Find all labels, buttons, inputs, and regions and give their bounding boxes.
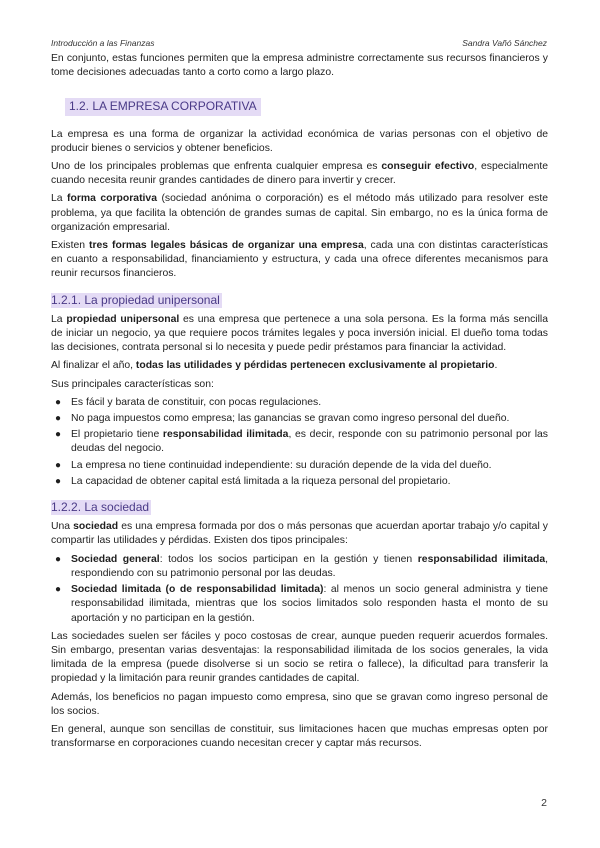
bullet-icon: ●: [55, 459, 62, 471]
list-item: ● La empresa no tiene continuidad independiente: su duración depende de la vida del dueño.: [71, 459, 548, 473]
section-heading-1-2: 1.2. LA EMPRESA CORPORATIVA: [65, 98, 261, 115]
characteristics-list: [51, 396, 548, 489]
list-item: ● La capacidad de obtener capital está limitada a la riqueza personal del propietario.: [71, 475, 548, 489]
bullet-icon: ●: [55, 584, 62, 596]
paragraph: Existen tres formas legales básicas de organizar una empresa, cada una con distintas características en cuanto a responsabilidad, financiamiento y estructura, y cada una ofrece diferentes mecanismos para reunir recursos financieros.: [51, 240, 548, 280]
paragraph: La forma corporativa (sociedad anónima o corporación) es el método más utilizado para resolver este problema, ya que facilita la obtención de grandes sumas de capital. Sin embargo, no es la única forma de organización empresarial.: [51, 193, 548, 233]
paragraph: Además, los beneficios no pagan impuesto como empresa, sino que se gravan como ingreso personal de los socios.: [51, 691, 548, 717]
subsection-heading-1-2-2: 1.2.2. La sociedad: [51, 500, 150, 515]
bullet-icon: ●: [55, 396, 62, 408]
bullet-icon: ●: [55, 475, 62, 487]
page-number: 2: [541, 797, 547, 809]
subsection-heading-1-2-1: 1.2.1. La propiedad unipersonal: [51, 292, 220, 307]
bullet-icon: ●: [55, 413, 62, 425]
paragraph: Una sociedad es una empresa formada por dos o más personas que acuerdan aportar trabajo y/o capital y compartir las utilidades y pérdidas. Existen dos tipos principales:: [51, 521, 548, 547]
list-item: ● Sociedad general: todos los socios participan en la gestión y tienen responsabilidad ilimitada, respondiendo con su patrimonio personal por las deudas.: [55, 553, 549, 579]
paragraph: La propiedad unipersonal es una empresa que pertenece a una sola persona. Es la forma más sencilla de iniciar un negocio, ya que requiere pocos trámites legales y poca inversión inicial. El dueño toma todas las decisiones, contrata personal si lo necesita y puede pedir préstamos para financiar la actividad.: [51, 313, 549, 354]
list-item: ● Es fácil y barata de constituir, con pocas regulaciones.: [71, 396, 548, 410]
bullet-icon: ●: [55, 429, 62, 441]
document-body: [51, 52, 548, 755]
partnership-types-list: [51, 553, 548, 626]
bullet-icon: ●: [55, 553, 62, 565]
paragraph: Uno de los principales problemas que enfrenta cualquier empresa es conseguir efectivo, especialmente cuando necesita reunir grandes cantidades de dinero para invertir y crecer.: [51, 161, 549, 187]
header-author: Sandra Vañó Sánchez: [462, 38, 547, 48]
paragraph: Al finalizar el año, todas las utilidades y pérdidas pertenecen exclusivamente al propietario.: [51, 360, 498, 372]
header-course-title: Introducción a las Finanzas: [51, 38, 155, 48]
list-item: ● Sociedad limitada (o de responsabilidad limitada): al menos un socio general administra y tiene responsabilidad ilimitada, mientras que los socios limitados solo responden hasta el monto de su aportación y no participan en la gestión.: [55, 584, 548, 624]
page-header: [51, 38, 547, 48]
list-item: ● No paga impuestos como empresa; las ganancias se gravan como ingreso personal del dueño.: [71, 412, 548, 426]
paragraph: La empresa es una forma de organizar la actividad económica de varias personas con el objetivo de producir bienes o servicios y obtener beneficios.: [51, 128, 548, 154]
paragraph: Sus principales características son:: [51, 378, 214, 390]
paragraph-intro: En conjunto, estas funciones permiten que la empresa administre correctamente sus recursos financieros y tome decisiones adecuadas tanto a corto como a largo plazo.: [51, 53, 548, 79]
paragraph: Las sociedades suelen ser fáciles y poco costosas de crear, aunque pueden requerir acuerdos formales. Sin embargo, presentan varias desventajas: la responsabilidad ilimitada de los socios generales, la vida limitada de la empresa (puede disolverse si un socio se retira o fallece), la dificultad para transferir la propiedad y la limitación para reunir grandes cantidades de capital.: [51, 630, 548, 685]
paragraph: En general, aunque son sencillas de constituir, sus limitaciones hacen que muchas empresas opten por transformarse en corporaciones cuando necesitan crecer y captar más recursos.: [51, 723, 548, 750]
list-item: ● El propietario tiene responsabilidad ilimitada, es decir, responde con su patrimonio personal por las deudas del negocio.: [55, 429, 549, 455]
